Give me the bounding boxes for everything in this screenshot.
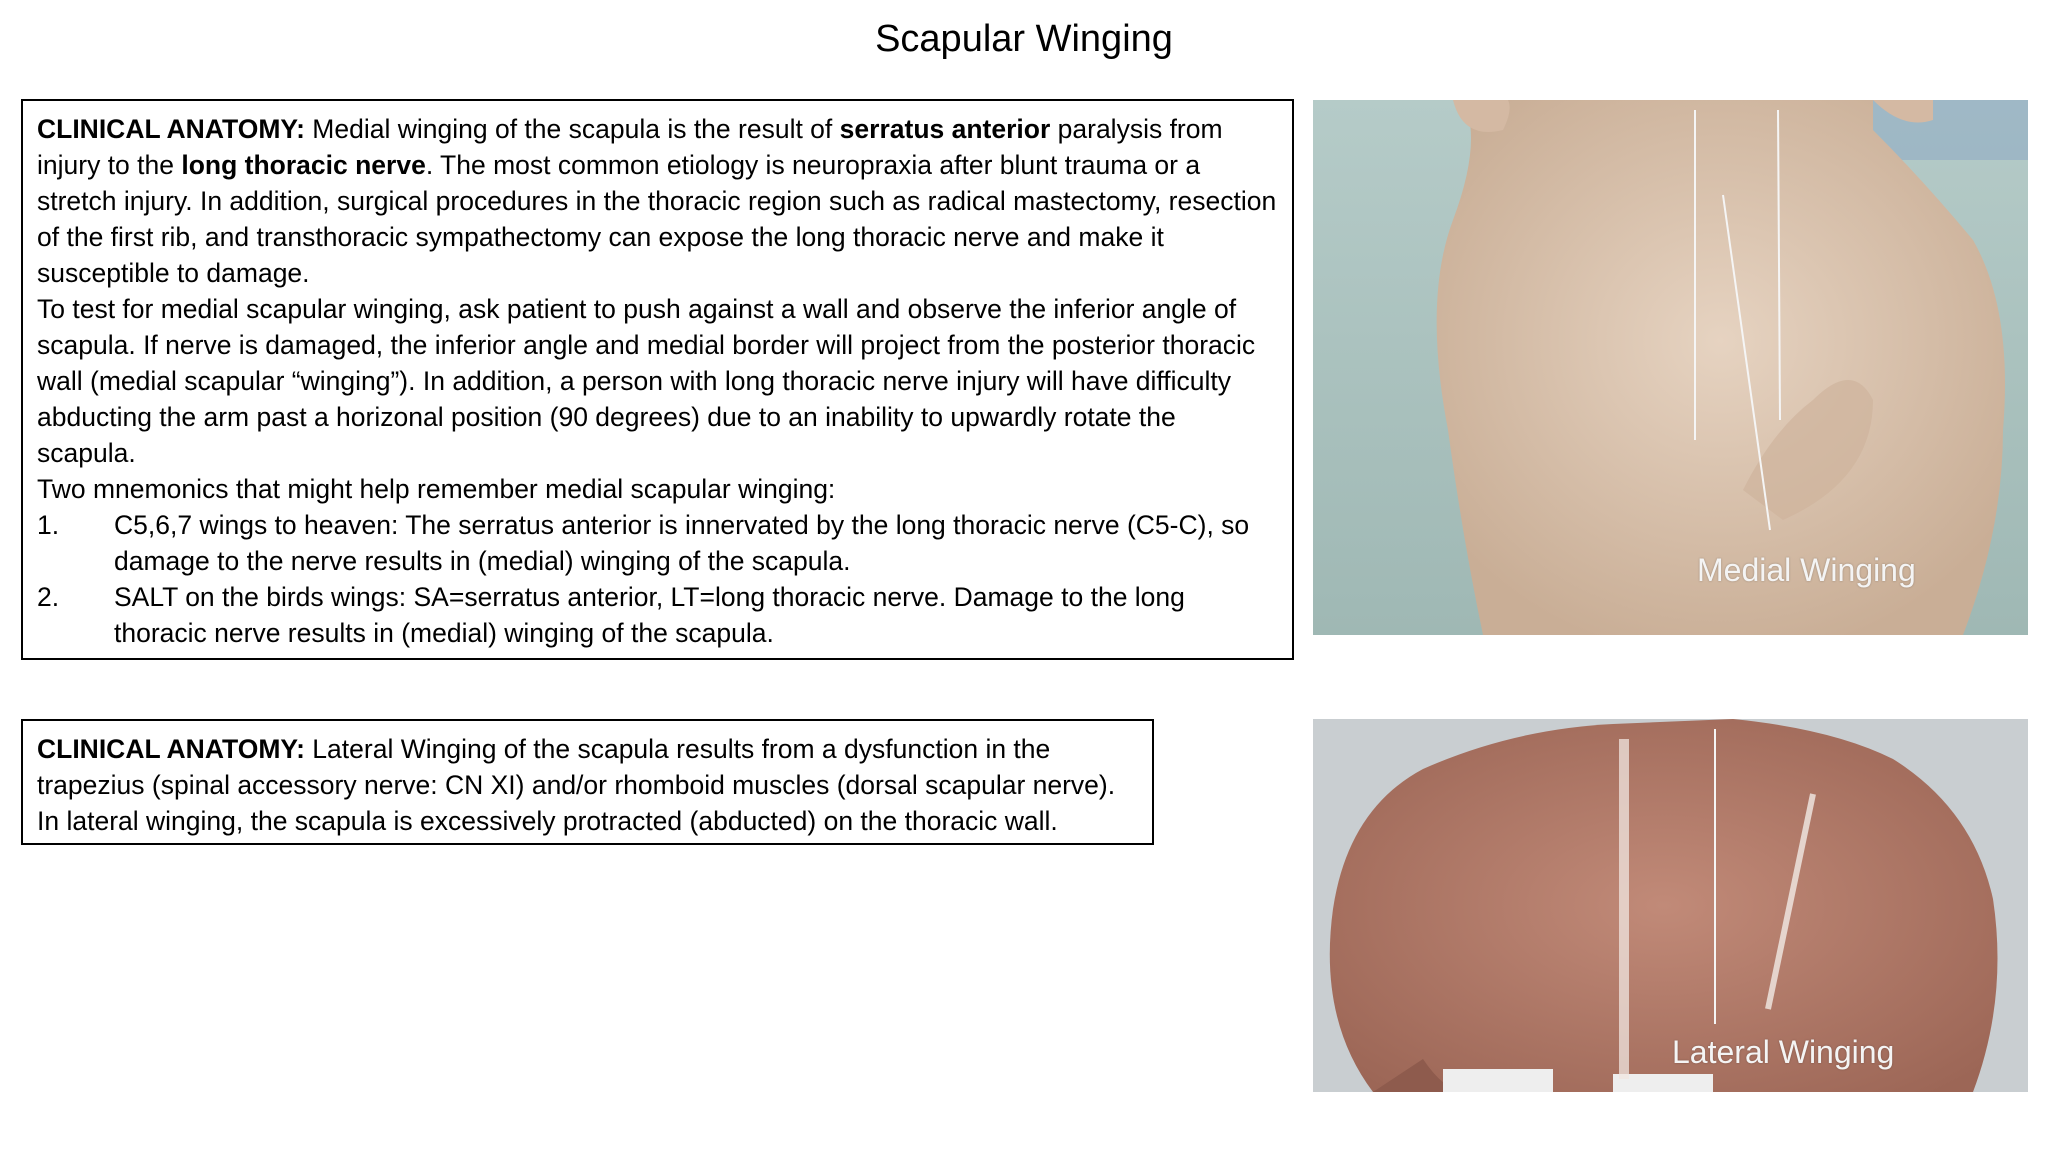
lateral-back-illustration <box>1313 719 2028 1092</box>
clinical-anatomy-label: CLINICAL ANATOMY: <box>37 734 305 764</box>
medial-winging-caption: Medial Winging <box>1697 552 1916 588</box>
long-thoracic-nerve-term: long thoracic nerve <box>181 150 426 180</box>
medial-paragraph-2: To test for medial scapular winging, ask patient to push against a wall and observe the inferior angle of scapula. If nerve is damaged, the inferior angle and medial border will project from the posterior thoracic wall (medial scapular “winging”). In addition, a person with long thoracic nerve injury will have difficulty abducting the arm past a horizonal position (90 degrees) due to an inability to upwardly rotate the scapula. <box>37 294 1256 468</box>
serratus-anterior-term: serratus anterior <box>839 114 1051 144</box>
mnemonic-item <box>37 579 1278 651</box>
medial-back-illustration <box>1313 100 2028 635</box>
medial-paragraph-1: CLINICAL ANATOMY: Medial winging of the scapula is the result of serratus anterior paralysis from injury to the long thoracic nerve. The most common etiology is neuropraxia after blunt trauma or a stretch injury. In addition, surgical procedures in the thoracic region such as radical mastectomy, resection of the first rib, and transthoracic sympathectomy can expose the long thoracic nerve and make it susceptible to damage. <box>37 114 1277 288</box>
medial-winging-photo <box>1313 100 2028 635</box>
mnemonic-number: 1. <box>37 510 60 540</box>
medial-winging-textbox <box>21 99 1294 660</box>
clinical-anatomy-label: CLINICAL ANATOMY: <box>37 114 305 144</box>
mnemonic-number: 2. <box>37 582 60 612</box>
mnemonic-text: SALT on the birds wings: SA=serratus anterior, LT=long thoracic nerve. Damage to the long thoracic nerve results in (medial) winging of the scapula. <box>114 582 1185 648</box>
lateral-winging-photo <box>1313 719 2028 1092</box>
mnemonic-text: C5,6,7 wings to heaven: The serratus anterior is innervated by the long thoracic nerve (C5-C), so damage to the nerve results in (medial) winging of the scapula. <box>114 510 1250 576</box>
medial-paragraph-3: Two mnemonics that might help remember medial scapular winging: <box>37 474 836 504</box>
lateral-winging-caption: Lateral Winging <box>1672 1034 1895 1070</box>
page-title: Scapular Winging <box>875 18 1173 60</box>
mnemonic-item <box>37 507 1278 579</box>
lateral-winging-textbox <box>21 719 1154 845</box>
lateral-paragraph: CLINICAL ANATOMY: Lateral Winging of the scapula results from a dysfunction in the trapezius (spinal accessory nerve: CN XI) and/or rhomboid muscles (dorsal scapular nerve). In lateral winging, the scapula is excessively protracted (abducted) on the thoracic wall. <box>37 734 1116 836</box>
